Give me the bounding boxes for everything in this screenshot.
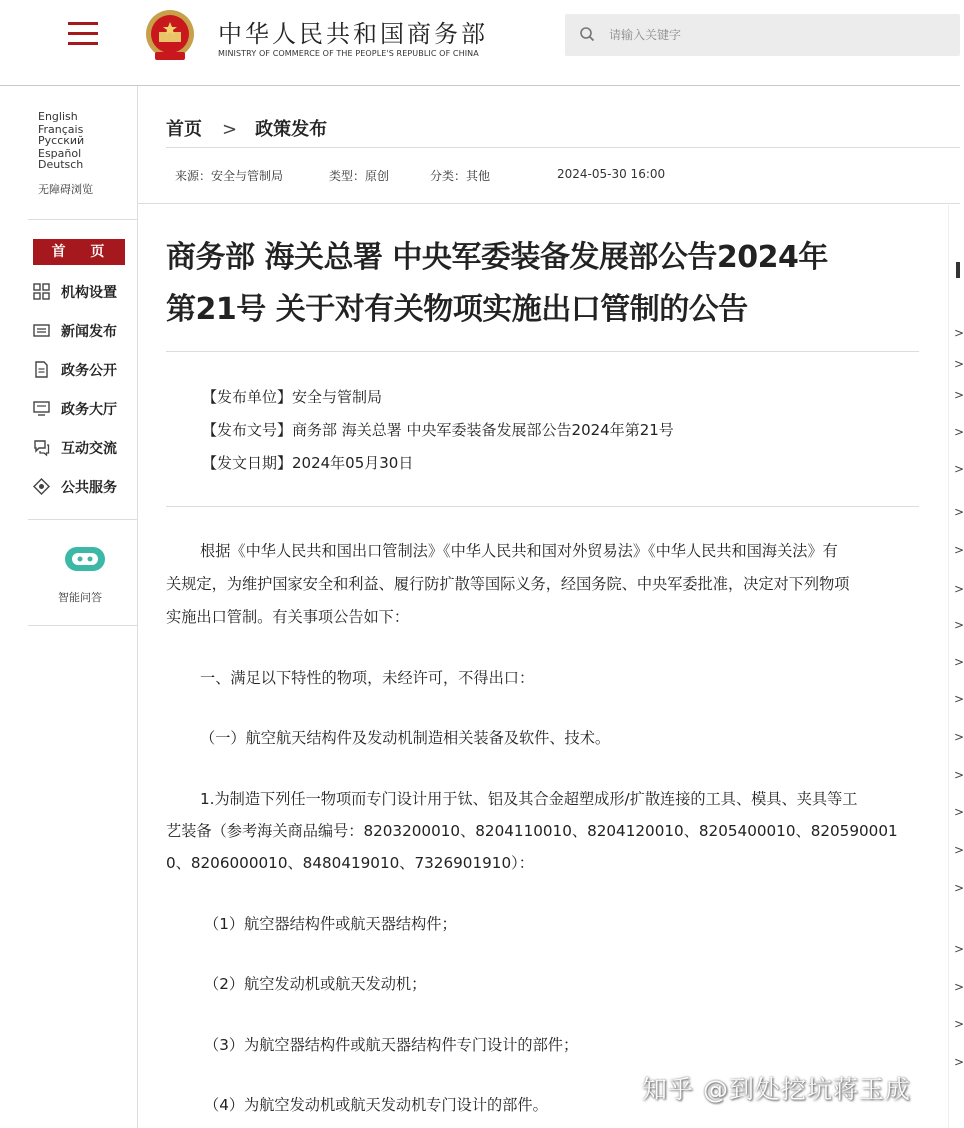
body-paragraph-line: 关规定，为维护国家安全和利益、履行防扩散等国际义务，经国务院、中央军委批准，决定对下列物项 bbox=[166, 575, 850, 593]
list-item: （3）为航空器结构件或航天器结构件专门设计的部件； bbox=[204, 1036, 579, 1054]
accessibility-link[interactable]: 无障碍浏览 bbox=[38, 183, 93, 196]
related-link-chevron-icon[interactable]: > bbox=[954, 655, 964, 669]
search-icon[interactable] bbox=[579, 26, 595, 42]
breadcrumb-separator-icon: > bbox=[222, 119, 238, 140]
assistant-label[interactable]: 智能问答 bbox=[58, 591, 102, 604]
language-row-2 bbox=[38, 134, 138, 160]
nav-home-button[interactable]: 首 页 bbox=[33, 239, 125, 265]
breadcrumb-current[interactable]: 政策发布 bbox=[255, 119, 328, 140]
meta-category: 分类：其他 bbox=[430, 169, 491, 183]
related-link-chevron-icon[interactable]: > bbox=[954, 730, 964, 744]
divider bbox=[166, 506, 919, 507]
divider bbox=[138, 203, 960, 204]
language-row-3 bbox=[38, 158, 138, 171]
search-bar bbox=[565, 14, 960, 56]
related-link-chevron-icon[interactable]: > bbox=[954, 805, 964, 819]
nav-item-label: 政务大厅 bbox=[61, 402, 117, 418]
nav-item-interaction[interactable] bbox=[33, 436, 138, 460]
news-icon bbox=[33, 322, 50, 339]
article-title bbox=[166, 232, 926, 336]
search-input[interactable] bbox=[609, 22, 939, 48]
nav-item-news[interactable] bbox=[33, 319, 138, 343]
language-row-4 bbox=[38, 181, 138, 197]
title-line-2: 第21号 关于对有关物项实施出口管制的公告 bbox=[166, 292, 748, 327]
divider bbox=[166, 147, 960, 148]
related-link-chevron-icon[interactable]: > bbox=[954, 505, 964, 519]
divider bbox=[166, 351, 919, 352]
related-link-chevron-icon[interactable]: > bbox=[954, 582, 964, 596]
ministry-name-en: MINISTRY OF COMMERCE OF THE PEOPLE'S REPUBLIC OF CHINA bbox=[218, 49, 479, 58]
list-item: （1）航空器结构件或航天器结构件； bbox=[204, 915, 457, 933]
doc-number-info: 【发布文号】商务部 海关总署 中央军委装备发展部公告2024年第21号 bbox=[202, 421, 674, 439]
subsection-heading: （一）航空航天结构件及发动机制造相关装备及软件、技术。 bbox=[200, 729, 611, 747]
breadcrumb-home[interactable]: 首页 bbox=[166, 119, 202, 140]
nav-item-public-service[interactable] bbox=[33, 475, 138, 499]
related-link-chevron-icon[interactable]: > bbox=[954, 326, 964, 340]
menu-icon[interactable] bbox=[68, 22, 98, 46]
watermark-text: 知乎 @到处挖坑蒋玉成 bbox=[642, 1075, 911, 1104]
lang-french[interactable]: Français bbox=[38, 123, 84, 136]
nav-item-label: 机构设置 bbox=[61, 285, 117, 301]
related-link-chevron-icon[interactable]: > bbox=[954, 425, 964, 439]
related-link-chevron-icon[interactable]: > bbox=[954, 462, 964, 476]
service-icon bbox=[33, 478, 50, 495]
related-link-chevron-icon[interactable]: > bbox=[954, 388, 964, 402]
body-paragraph-line: 根据《中华人民共和国出口管制法》《中华人民共和国对外贸易法》《中华人民共和国海关法》有 bbox=[200, 542, 838, 560]
lang-russian[interactable]: Русский bbox=[38, 134, 85, 147]
chat-icon bbox=[33, 439, 50, 456]
site-header bbox=[0, 0, 960, 86]
national-emblem-logo[interactable] bbox=[143, 8, 197, 64]
section-heading: 一、满足以下特性的物项，未经许可，不得出口： bbox=[200, 669, 535, 687]
related-link-chevron-icon[interactable]: > bbox=[954, 881, 964, 895]
meta-source: 来源：安全与管制局 bbox=[175, 169, 284, 183]
divider bbox=[28, 625, 138, 626]
body-paragraph-line: 艺装备（参考海关商品编号：8203200010、8204110010、8204120010、8205400010、820590001 bbox=[166, 822, 898, 840]
lang-english[interactable]: English bbox=[38, 110, 78, 123]
divider bbox=[28, 519, 138, 520]
ministry-name-cn[interactable]: 中华人民共和国商务部 bbox=[218, 20, 488, 48]
monitor-icon bbox=[33, 400, 50, 417]
title-line-1: 商务部 海关总署 中央军委装备发展部公告2024年 bbox=[166, 240, 828, 275]
issue-date-info: 【发文日期】2024年05月30日 bbox=[202, 454, 414, 472]
document-icon bbox=[33, 361, 50, 378]
language-row-1 bbox=[38, 110, 138, 136]
nav-item-organization[interactable] bbox=[33, 280, 138, 304]
breadcrumb bbox=[166, 115, 327, 141]
related-link-chevron-icon[interactable]: > bbox=[954, 843, 964, 857]
grid-icon bbox=[33, 283, 50, 300]
lang-spanish[interactable]: Español bbox=[38, 147, 82, 160]
nav-item-service-hall[interactable] bbox=[33, 397, 138, 421]
related-link-chevron-icon[interactable]: > bbox=[954, 768, 964, 782]
related-link-chevron-icon[interactable]: > bbox=[954, 618, 964, 632]
robot-assistant-icon[interactable] bbox=[62, 544, 108, 574]
list-item: （4）为航空发动机或航天发动机专门设计的部件。 bbox=[204, 1096, 548, 1114]
issuer-info: 【发布单位】安全与管制局 bbox=[202, 388, 383, 406]
nav-item-label: 互动交流 bbox=[61, 441, 117, 457]
body-paragraph-line: 1.为制造下列任一物项而专门设计用于钛、铝及其合金超塑成形/扩散连接的工具、模具、夹具等工 bbox=[200, 790, 858, 808]
related-link-chevron-icon[interactable]: > bbox=[954, 1055, 964, 1069]
related-link-chevron-icon[interactable]: > bbox=[954, 980, 964, 994]
meta-type: 类型：原创 bbox=[329, 169, 390, 183]
body-paragraph-line: 实施出口管制。有关事项公告如下： bbox=[166, 608, 409, 626]
sidebar-divider bbox=[137, 86, 138, 1128]
divider bbox=[28, 219, 138, 220]
list-item: （2）航空发动机或航天发动机； bbox=[204, 975, 427, 993]
related-link-chevron-icon[interactable]: > bbox=[954, 357, 964, 371]
meta-datetime: 2024-05-30 16:00 bbox=[557, 167, 666, 181]
related-link-chevron-icon[interactable]: > bbox=[954, 942, 964, 956]
nav-item-label: 新闻发布 bbox=[61, 324, 117, 340]
panel-title-bar bbox=[956, 262, 960, 278]
nav-item-label: 政务公开 bbox=[61, 363, 117, 379]
related-link-chevron-icon[interactable]: > bbox=[954, 1017, 964, 1031]
body-paragraph-line: 0、8206000010、8480419010、7326901910）： bbox=[166, 854, 534, 872]
related-link-chevron-icon[interactable]: > bbox=[954, 692, 964, 706]
nav-item-label: 公共服务 bbox=[61, 480, 117, 496]
related-link-chevron-icon[interactable]: > bbox=[954, 543, 964, 557]
lang-german[interactable]: Deutsch bbox=[38, 158, 84, 171]
nav-item-public-affairs[interactable] bbox=[33, 358, 138, 382]
